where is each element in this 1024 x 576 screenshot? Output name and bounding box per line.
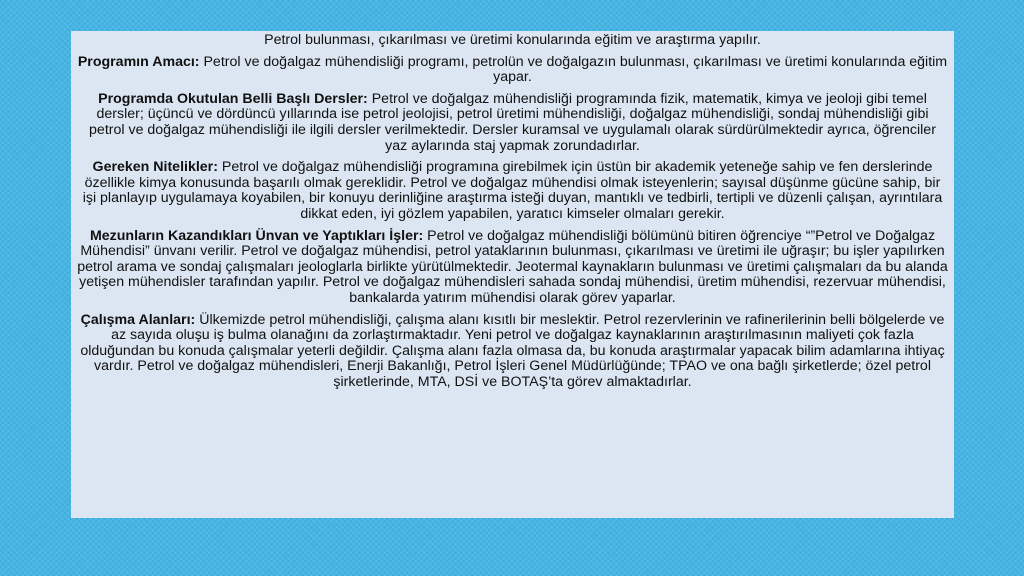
section-text: Petrol ve doğalgaz mühendisliği programında fizik, matematik, kimya ve jeoloji gibi temel dersler; üçüncü ve dördüncü yıllarında ise petrol jeolojisi, petrol üretimi mühendisliği, doğalgaz mühendisliği, sondaj mühendisliği gibi petrol ve doğalgaz mühendisliği ile ilgili dersler verilmektedir. Dersler kuramsal ve uygulamalı olarak sürdürülmektedir ayrıca, öğrenciler yaz aylarında staj yapmak zorundadırlar. — [89, 90, 936, 154]
section-text: Ülkemizde petrol mühendisliği, çalışma alanı kısıtlı bir meslektir. Petrol rezervlerinin ve rafinerilerinin belli bölgelerde ve az sayıda oluşu iş bulma olanağını da zorlaştırmaktadır. Yeni petrol ve doğalgaz kaynaklarının araştırılmasının maliyeti çok fazla olduğundan bu konuda çalışmalar yeterli değildir. Çalışma alanı fazla olmasa da, bu konuda araştırmalar yapacak bilim adamlarına ihtiyaç vardır. Petrol ve doğalgaz mühendisleri, Enerji Bakanlığı, Petrol İşleri Genel Müdürlüğünde; TPAO ve ona bağlı şirketlerde; özel petrol şirketlerinde, MTA, DSİ ve BOTAŞ’ta görev almaktadırlar. — [80, 311, 945, 390]
section-main-courses — [77, 92, 948, 154]
section-heading: Mezunların Kazandıkları Ünvan ve Yaptıkları İşler: — [89, 227, 424, 244]
section-heading: Programda Okutulan Belli Başlı Dersler: — [98, 90, 368, 107]
section-work-areas — [77, 313, 948, 391]
section-graduate-titles-jobs — [77, 229, 948, 307]
section-required-qualifications — [77, 160, 948, 222]
section-text: Petrol ve doğalgaz mühendisliği bölümünü bitiren öğrenciye “”Petrol ve Doğalgaz Mühendisi” ünvanı verilir. Petrol ve doğalgaz mühendisi, petrol yataklarının bulunması, çıkarılması ve üretimi ile uğraşır; bu işler yapılırken petrol arama ve sondaj çalışmaları jeologlarla birlikte yürütülmektedir. Jeotermal kaynakların bulunması ve üretimi çalışmaları da bu alanda yetişen mühendisler tarafından yapılır. Petrol ve doğalgaz mühendisleri sahada sondaj mühendisi, üretim mühendisi, rezervuar mühendisi, bankalarda yatırım mühendisi olarak görev yaparlar. — [77, 227, 948, 306]
section-text: Petrol ve doğalgaz mühendisliği programı, petrolün ve doğalgazın bulunması, çıkarılması ve üretimi konularında eğitim yapar. — [199, 53, 948, 86]
section-heading: Programın Amacı: — [77, 53, 200, 70]
section-heading: Çalışma Alanları: — [80, 311, 196, 328]
content-panel — [71, 31, 954, 518]
section-program-purpose — [77, 55, 948, 86]
section-heading: Gereken Nitelikler: — [92, 159, 218, 176]
intro-paragraph: Petrol bulunması, çıkarılması ve üretimi konularında eğitim ve araştırma yapılır. — [264, 32, 761, 48]
section-text: Petrol ve doğalgaz mühendisliği programına girebilmek için üstün bir akademik yeteneğe sahip ve fen derslerinde özellikle kimya konusunda başarılı olmak gereklidir. Petrol ve doğalgaz mühendisi olmak isteyenlerin; sayısal düşünme gücüne sahip, bir işi planlayıp uygulamaya koyabilen, bir konuyu derinliğine araştırma isteği duyan, mantıklı ve tedbirli, tertipli ve düzenli çalışan, ayrıntılara dikkat eden, iyi gözlem yapabilen, yaratıcı kimseler olmaları gerekir. — [82, 159, 943, 222]
